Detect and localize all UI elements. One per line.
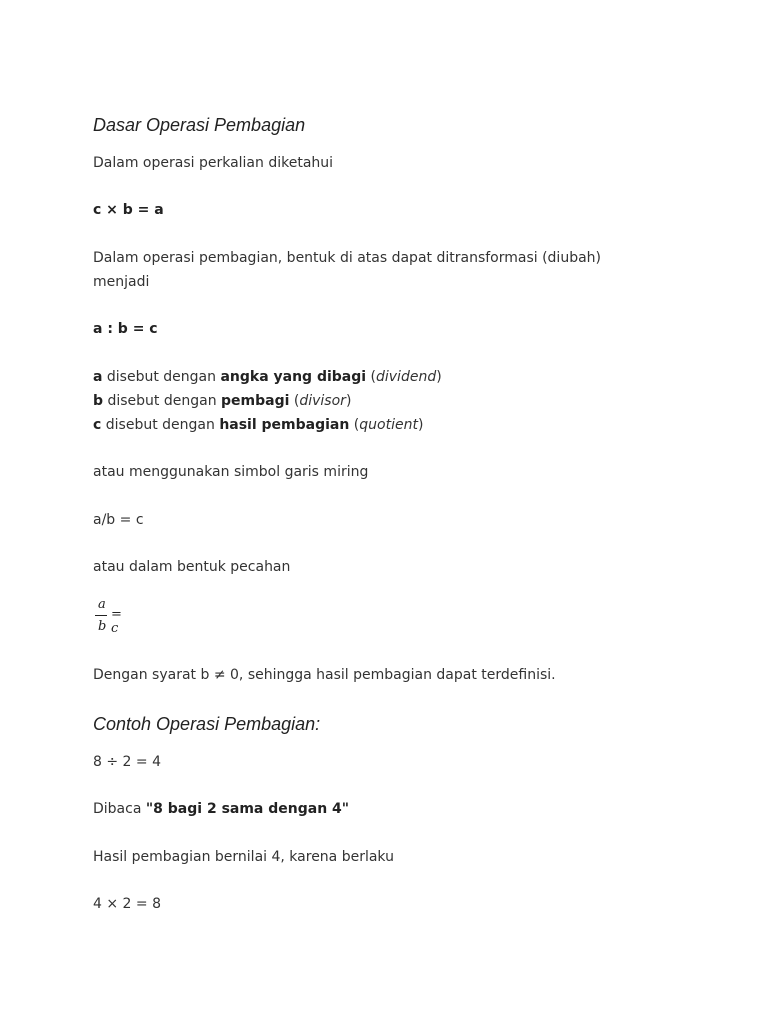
paren-close: ): [436, 369, 442, 385]
definition-a: [93, 367, 442, 387]
fraction-numerator: a: [98, 597, 106, 612]
intro-text: Dalam operasi perkalian diketahui: [93, 155, 334, 171]
definition-symbol: c: [93, 417, 102, 433]
condition-text: Dengan syarat b ≠ 0, sehingga hasil pembagian dapat terdefinisi.: [93, 667, 556, 683]
read-prefix: Dibaca: [93, 801, 146, 817]
transform-text-line1: Dalam operasi pembagian, bentuk di atas dapat ditransformasi (diubah): [93, 250, 601, 266]
transform-text-line2: menjadi: [93, 274, 150, 290]
definition-text: disebut dengan: [103, 393, 222, 409]
result-text: Hasil pembagian bernilai 4, karena berlaku: [93, 849, 394, 865]
fraction-bar: [95, 615, 107, 616]
read-text: [93, 799, 349, 819]
fraction-rhs: = c: [111, 607, 122, 636]
definition-term: pembagi: [221, 393, 290, 409]
section-heading-contoh: Contoh Operasi Pembagian:: [93, 714, 321, 734]
definition-symbol: a: [93, 369, 103, 385]
paren-close: ): [417, 417, 424, 433]
check-formula: 4 × 2 = 8: [93, 896, 161, 912]
definition-term: hasil pembagian: [219, 417, 350, 433]
example-formula: 8 ÷ 2 = 4: [93, 754, 161, 770]
definition-c: [93, 415, 423, 435]
slash-formula: a/b = c: [93, 512, 144, 528]
fraction-intro-text: atau dalam bentuk pecahan: [93, 559, 291, 575]
division-formula: a : b = c: [93, 321, 158, 337]
definition-b: [93, 391, 351, 411]
definition-symbol: b: [93, 393, 104, 409]
definition-term: angka yang dibagi: [220, 369, 367, 385]
fraction-denominator: b: [98, 619, 107, 634]
paren-close: ): [345, 393, 352, 409]
slash-intro-text: atau menggunakan simbol garis miring: [93, 464, 369, 480]
section-heading-dasar: Dasar Operasi Pembagian: [93, 115, 306, 135]
paren-open: (: [349, 417, 360, 433]
paren-open: (: [289, 393, 300, 409]
paren-open: (: [366, 369, 376, 385]
definition-english: quotient: [359, 417, 418, 433]
definition-text: disebut dengan: [101, 417, 220, 433]
definition-english: dividend: [376, 369, 437, 385]
multiplication-formula: c × b = a: [93, 202, 164, 218]
read-quote: "8 bagi 2 sama dengan 4": [145, 801, 350, 817]
definition-english: divisor: [299, 393, 346, 409]
definition-text: disebut dengan: [102, 369, 221, 385]
